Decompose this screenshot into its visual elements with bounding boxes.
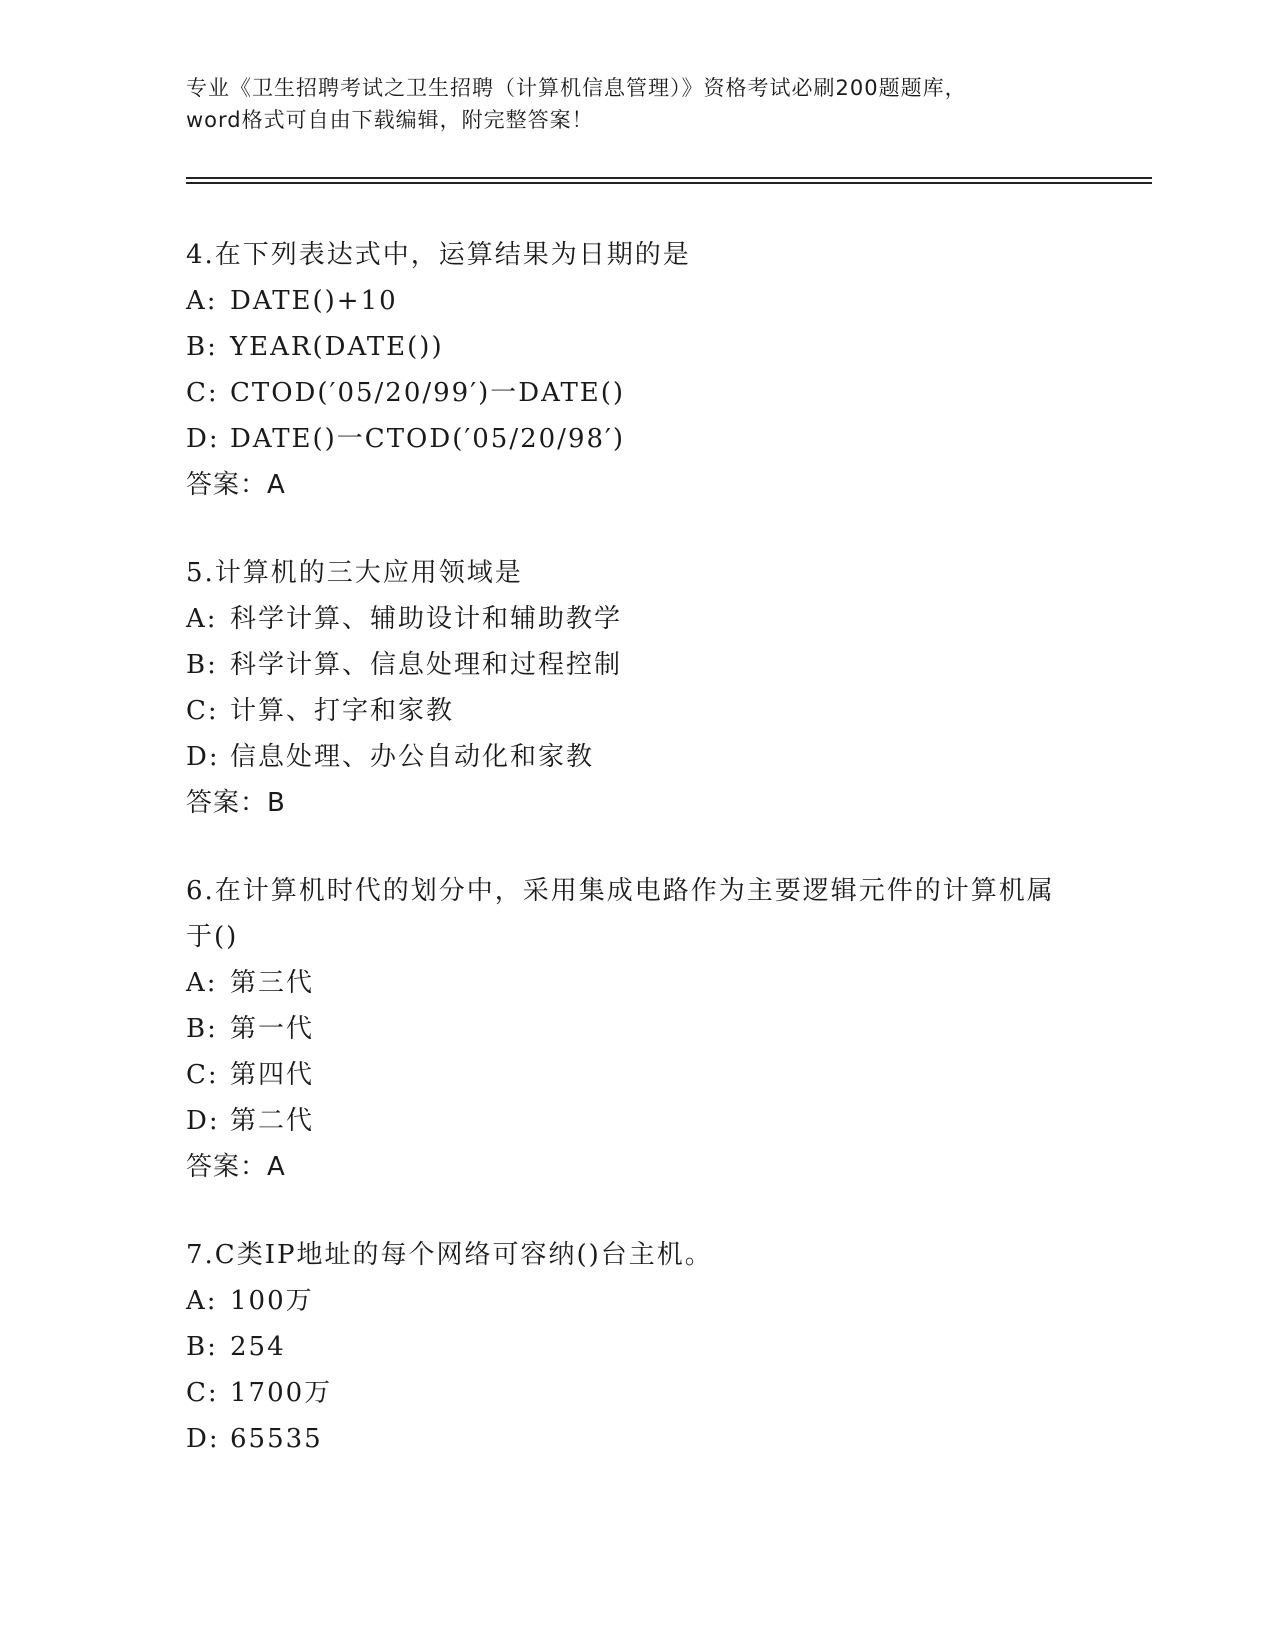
question-4	[186, 232, 1106, 508]
option-text: 计算、打字和家教	[230, 696, 455, 726]
option-key: A:	[186, 968, 218, 998]
option-b	[186, 1324, 1106, 1370]
option-key: A:	[186, 1286, 218, 1316]
option-a	[186, 278, 1106, 324]
header-divider-bottom	[186, 182, 1152, 184]
option-key: D:	[186, 742, 220, 772]
option-a	[186, 1278, 1106, 1324]
option-key: B:	[186, 332, 218, 362]
option-key: C:	[186, 1060, 219, 1090]
option-text: 第三代	[230, 968, 315, 998]
answer: 答案：A	[186, 1152, 286, 1182]
question-list	[186, 232, 1106, 1504]
option-text: 第二代	[230, 1106, 315, 1136]
option-text: 科学计算、辅助设计和辅助教学	[230, 604, 623, 634]
option-text: DATE()一CTOD(′05/20/98′)	[230, 424, 626, 454]
question-stem: 6.在计算机时代的划分中，采用集成电路作为主要逻辑元件的计算机属于()	[186, 876, 1055, 952]
option-b	[186, 1006, 1106, 1052]
option-b	[186, 324, 1106, 370]
option-text: 第一代	[230, 1014, 315, 1044]
option-b	[186, 642, 1106, 688]
option-d	[186, 734, 1106, 780]
option-key: A:	[186, 286, 218, 316]
option-key: A:	[186, 604, 218, 634]
answer: 答案：B	[186, 788, 286, 818]
header-title-line-2: word格式可自由下载编辑，附完整答案！	[186, 108, 594, 132]
question-5	[186, 550, 1106, 826]
answer: 答案：A	[186, 470, 286, 500]
option-text: 第四代	[230, 1060, 315, 1090]
document-header	[186, 72, 1106, 136]
question-stem: 5.计算机的三大应用领域是	[186, 558, 523, 588]
option-key: C:	[186, 378, 219, 408]
option-key: C:	[186, 1378, 219, 1408]
option-text: YEAR(DATE())	[230, 332, 444, 362]
question-stem: 7.C类IP地址的每个网络可容纳()台主机。	[186, 1240, 713, 1270]
option-text: 科学计算、信息处理和过程控制	[230, 650, 623, 680]
option-text: 100万	[230, 1286, 314, 1316]
option-text: 254	[230, 1332, 286, 1362]
option-d	[186, 1416, 1106, 1462]
option-key: D:	[186, 1106, 220, 1136]
option-text: DATE()+10	[230, 286, 398, 316]
option-key: C:	[186, 696, 219, 726]
option-d	[186, 416, 1106, 462]
option-text: 65535	[230, 1424, 323, 1454]
option-key: D:	[186, 1424, 220, 1454]
option-text: 信息处理、办公自动化和家教	[230, 742, 595, 772]
option-c	[186, 1052, 1106, 1098]
option-text: CTOD(′05/20/99′)一DATE()	[230, 378, 626, 408]
option-key: D:	[186, 424, 220, 454]
option-c	[186, 1370, 1106, 1416]
option-c	[186, 370, 1106, 416]
option-a	[186, 596, 1106, 642]
option-a	[186, 960, 1106, 1006]
question-7	[186, 1232, 1106, 1462]
header-divider-top	[186, 177, 1152, 179]
option-key: B:	[186, 1332, 218, 1362]
option-d	[186, 1098, 1106, 1144]
option-text: 1700万	[230, 1378, 333, 1408]
option-key: B:	[186, 650, 218, 680]
question-6	[186, 868, 1106, 1190]
option-c	[186, 688, 1106, 734]
question-stem: 4.在下列表达式中，运算结果为日期的是	[186, 240, 691, 270]
header-title-line-1: 专业《卫生招聘考试之卫生招聘（计算机信息管理）》资格考试必刷200题题库，	[186, 76, 967, 100]
option-key: B:	[186, 1014, 218, 1044]
